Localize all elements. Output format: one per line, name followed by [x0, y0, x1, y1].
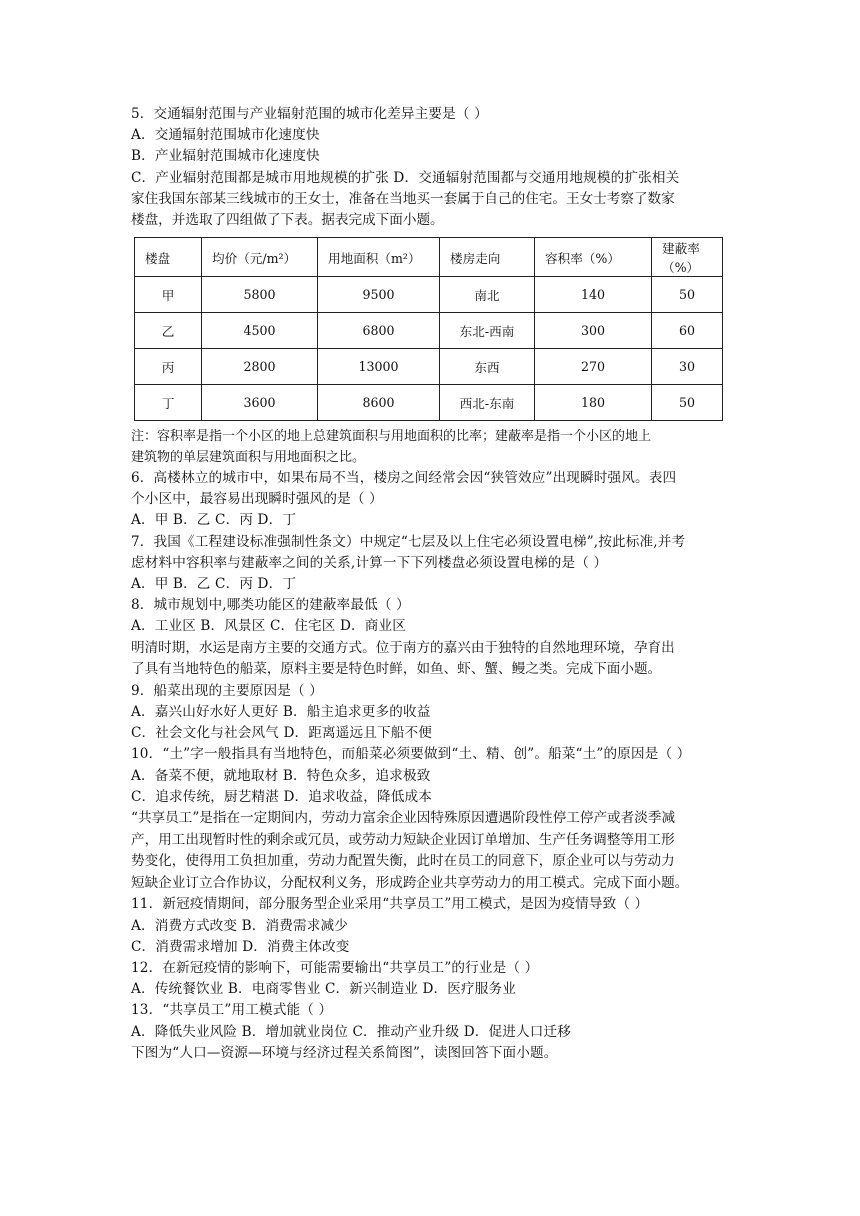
- table-row: [135, 349, 723, 385]
- table-cell: 8600: [318, 385, 440, 421]
- table-cell: 2800: [202, 349, 318, 385]
- question-5-option-b: B．产业辐射范围城市化速度快: [131, 148, 320, 165]
- question-11-options-cd: C．消费需求增加 D．消费主体改变: [131, 938, 350, 955]
- question-13-stem: 13．“共享员工”用工模式能（ ）: [131, 1002, 333, 1019]
- table-header-cell: 建蔽率（%）: [652, 238, 723, 277]
- passage-housing-line-2: 楼盘，并选取了四组做了下表。据表完成下面小题。: [131, 212, 444, 229]
- table-header-cell: 用地面积（m²）: [318, 238, 440, 277]
- question-10-stem: 10．“土”字一般指具有当地特色，而船菜必须要做到“土、精、创”。船菜“土”的原因是（ ）: [131, 746, 691, 763]
- question-6-stem-line-1: 6．高楼林立的城市中，如果布局不当，楼房之间经常会因“狭管效应”出现瞬时强风。表四: [131, 470, 677, 486]
- passage-shared-staff-line-2: 产，用工出现暂时性的剩余或冗员，或劳动力短缺企业因订单增加、生产任务调整等用工形: [131, 831, 675, 848]
- table-cell: 东北-西南: [440, 313, 535, 349]
- table-cell: 4500: [202, 313, 318, 349]
- passage-boat-food-line-1: 明清时期，水运是南方主要的交通方式。位于南方的嘉兴由于独特的自然地理环境，孕育出: [131, 639, 675, 656]
- question-10-options-ab: A．备菜不便，就地取材 B．特色众多，追求极致: [131, 767, 431, 784]
- table-cell: 丁: [135, 385, 202, 421]
- passage-shared-staff-line-4: 短缺企业订立合作协议，分配权利义务，形成跨企业共享劳动力的用工模式。完成下面小题。: [131, 874, 689, 891]
- question-6-stem-line-2: 个小区中，最容易出现瞬时强风的是（ ）: [131, 491, 383, 508]
- table-cell: 3600: [202, 385, 318, 421]
- question-7-options: A．甲 B．乙 C．丙 D．丁: [131, 576, 297, 593]
- table-row: [135, 313, 723, 349]
- document-page: [131, 104, 736, 1064]
- table-header-cell: 均价（元/m²）: [202, 238, 318, 277]
- table-cell: 300: [535, 313, 652, 349]
- table-cell: 乙: [135, 313, 202, 349]
- table-row: [135, 385, 723, 421]
- question-9-options-ab: A．嘉兴山好水好人更好 B．船主追求更多的收益: [131, 704, 431, 721]
- question-8-options: A．工业区 B．风景区 C．住宅区 D．商业区: [131, 618, 407, 635]
- table-cell: 270: [535, 349, 652, 385]
- table-note-line-1: 注：容积率是指一个小区的地上总建筑面积与用地面积的比率；建蔽率是指一个小区的地上: [131, 429, 652, 444]
- closing-instruction: 下图为“人口—资源—环境与经济过程关系简图”，读图回答下面小题。: [131, 1044, 558, 1061]
- table-cell: 6800: [318, 313, 440, 349]
- question-5-option-cd: C．产业辐射范围都是城市用地规模的扩张 D．交通辐射范围都与交通用地规模的扩张相关: [131, 169, 680, 186]
- table-header-cell: 容积率（%）: [535, 238, 652, 277]
- question-5-option-a: A．交通辐射范围城市化速度快: [131, 127, 320, 144]
- passage-housing-line-1: 家住我国东部某三线城市的王女士，准备在当地买一套属于自己的住宅。王女士考察了数家: [131, 190, 675, 207]
- question-7-stem-line-2: 虑材料中容积率与建蔽率之间的关系,计算一下下列楼盘必须设置电梯的是（ ）: [131, 554, 608, 571]
- table-header-cell: 楼房走向: [440, 238, 535, 277]
- table-header-row: [135, 238, 723, 277]
- question-13-options: A．降低失业风险 B．增加就业岗位 C．推动产业升级 D．促进人口迁移: [131, 1023, 571, 1040]
- table-header-cell: 楼盘: [135, 238, 202, 277]
- table-cell: 西北-东南: [440, 385, 535, 421]
- question-11-options-ab: A．消费方式改变 B．消费需求减少: [131, 917, 348, 934]
- table-row: [135, 277, 723, 313]
- table-cell: 甲: [135, 277, 202, 313]
- question-12-stem: 12．在新冠疫情的影响下，可能需要输出“共享员工”的行业是（ ）: [131, 960, 539, 977]
- table-cell: 60: [652, 313, 723, 349]
- question-11-stem: 11．新冠疫情期间，部分服务型企业采用“共享员工”用工模式，是因为疫情导致（ ）: [131, 896, 649, 913]
- passage-shared-staff-line-1: “共享员工”是指在一定期间内，劳动力富余企业因特殊原因遭遇阶段性停工停产或者淡季减: [131, 810, 676, 827]
- table-cell: 东西: [440, 349, 535, 385]
- question-5-stem: 5．交通辐射范围与产业辐射范围的城市化差异主要是（ ）: [131, 106, 488, 122]
- table-note-line-2: 建筑物的单层建筑面积与用地面积之比。: [131, 449, 366, 465]
- question-6-options: A．甲 B．乙 C．丙 D．丁: [131, 512, 297, 529]
- question-12-options: A．传统餐饮业 B．电商零售业 C．新兴制造业 D．医疗服务业: [131, 981, 516, 998]
- table-cell: 5800: [202, 277, 318, 313]
- question-9-stem: 9．船菜出现的主要原因是（ ）: [131, 682, 323, 699]
- question-8-stem: 8．城市规划中,哪类功能区的建蔽率最低（ ）: [131, 597, 410, 614]
- table-cell: 9500: [318, 277, 440, 313]
- question-7-stem-line-1: 7．我国《工程建设标准强制性条文）中规定“七层及以上住宅必须设置电梯”,按此标准,并考: [131, 533, 686, 550]
- table-cell: 南北: [440, 277, 535, 313]
- table-cell: 180: [535, 385, 652, 421]
- question-10-options-cd: C．追求传统，厨艺精湛 D．追求收益，降低成本: [131, 788, 432, 805]
- housing-table: [134, 237, 723, 421]
- table-cell: 140: [535, 277, 652, 313]
- passage-shared-staff-line-3: 势变化，使得用工负担加重，劳动力配置失衡，此时在员工的同意下，原企业可以与劳动力: [131, 853, 675, 870]
- question-9-options-cd: C．社会文化与社会风气 D．距离遥远且下船不便: [131, 725, 432, 742]
- table-cell: 13000: [318, 349, 440, 385]
- table-cell: 30: [652, 349, 723, 385]
- table-cell: 丙: [135, 349, 202, 385]
- passage-boat-food-line-2: 了具有当地特色的船菜，原料主要是特色时鲜，如鱼、虾、蟹、鳗之类。完成下面小题。: [131, 661, 662, 678]
- table-cell: 50: [652, 277, 723, 313]
- table-cell: 50: [652, 385, 723, 421]
